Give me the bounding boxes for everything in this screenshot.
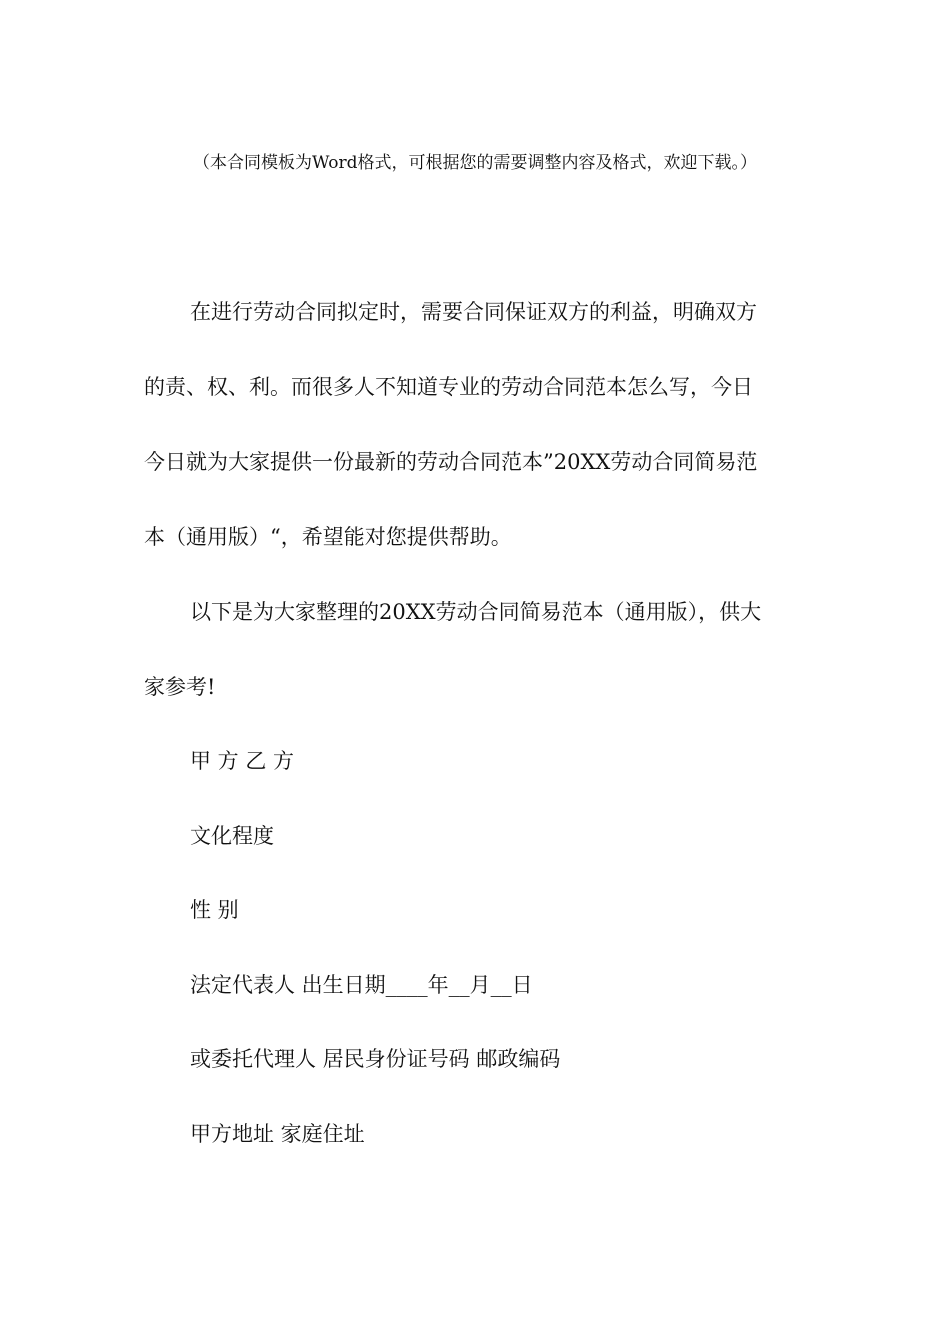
second-para-line-1: 以下是为大家整理的20XX劳动合同简易范本（通用版），供大 bbox=[190, 600, 762, 624]
field-legal-rep-birthdate: 法定代表人 出生日期____年__月__日 bbox=[190, 973, 533, 997]
intro-line-2: 的责、权、利。而很多人不知道专业的劳动合同范本怎么写，今日 bbox=[144, 375, 753, 399]
field-party-labels: 甲 方 乙 方 bbox=[190, 749, 295, 773]
second-para-line-2: 家参考! bbox=[144, 675, 216, 699]
intro-line-3: 今日就为大家提供一份最新的劳动合同范本”20XX劳动合同简易范 bbox=[144, 450, 758, 474]
field-agent-id-postcode: 或委托代理人 居民身份证号码 邮政编码 bbox=[190, 1047, 561, 1071]
field-address: 甲方地址 家庭住址 bbox=[190, 1122, 365, 1146]
field-gender: 性 别 bbox=[190, 898, 239, 922]
intro-line-4: 本（通用版）“，希望能对您提供帮助。 bbox=[144, 525, 512, 549]
field-education: 文化程度 bbox=[190, 824, 274, 848]
intro-line-1: 在进行劳动合同拟定时，需要合同保证双方的利益，明确双方 bbox=[190, 300, 757, 324]
header-note: （本合同模板为Word格式，可根据您的需要调整内容及格式，欢迎下载。） bbox=[192, 153, 758, 173]
